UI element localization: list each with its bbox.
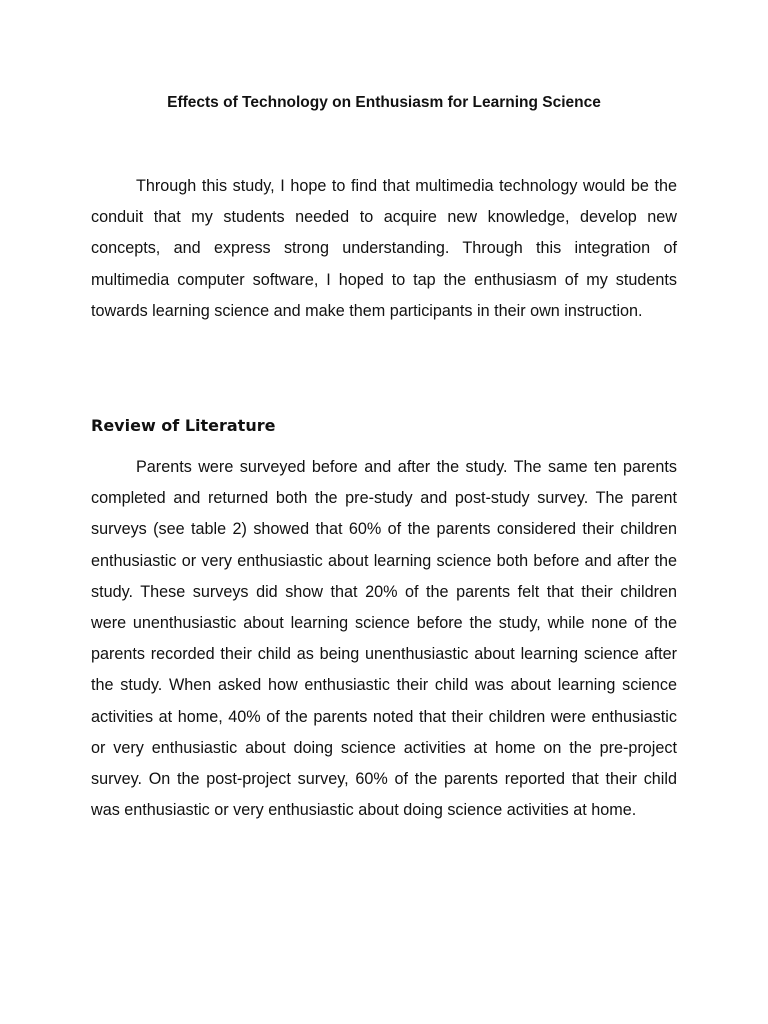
section-paragraph: Parents were surveyed before and after the study. The same ten parents completed and returned both the pre-study and post-study survey. The parent surveys (see table 2) showed that 60% of the parents considered their children enthusiastic or very enthusiastic about learning science both before and after the study. These surveys did show that 20% of the parents felt that their children were unenthusiastic about learning science before the study, while none of the parents recorded their child as being unenthusiastic about learning science after the study. When asked how enthusiastic their child was about learning science activities at home, 40% of the parents noted that their children were enthusiastic or very enthusiastic about doing science activities at home on the pre-project survey. On the post-project survey, 60% of the parents reported that their child was enthusiastic or very enthusiastic about doing science activities at home. (91, 458, 677, 820)
intro-paragraph: Through this study, I hope to find that multimedia technology would be the conduit that my students needed to acquire new knowledge, develop new concepts, and express strong understanding. Through this integration of multimedia computer software, I hoped to tap the enthusiasm of my students towards learning science and make them participants in their own instruction. (91, 177, 677, 320)
section-heading: Review of Literature (91, 416, 276, 435)
document-title: Effects of Technology on Enthusiasm for Learning Science (167, 94, 601, 111)
